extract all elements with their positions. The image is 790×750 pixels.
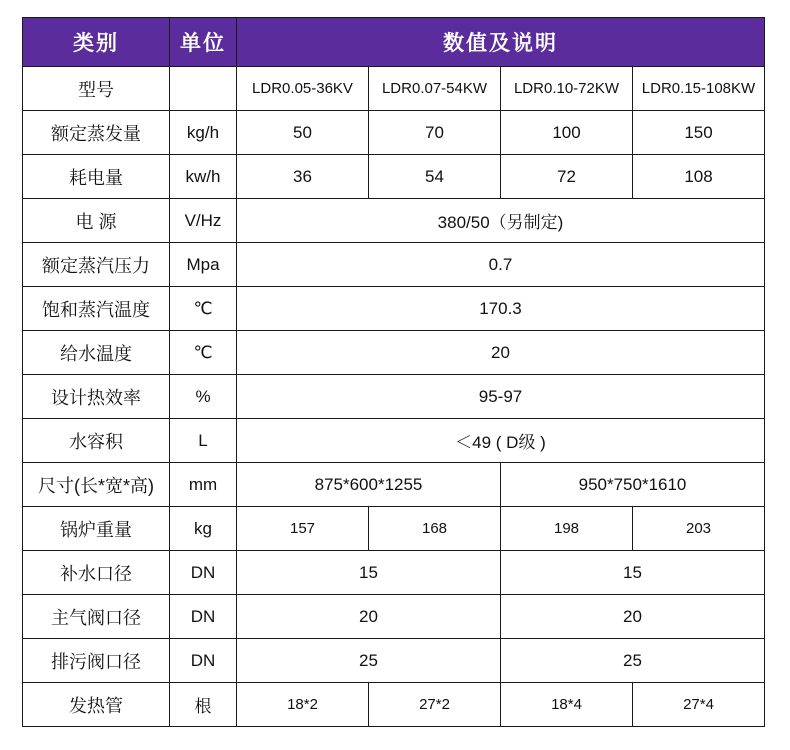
- row-label: 设计热效率: [23, 375, 170, 419]
- row-label: 发热管: [23, 683, 170, 727]
- cell-value: 950*750*1610: [501, 463, 765, 507]
- row-unit: V/Hz: [170, 199, 237, 243]
- cell-value: 100: [501, 111, 633, 155]
- cell-value: 20: [501, 595, 765, 639]
- header-category: 类别: [23, 18, 170, 67]
- row-unit: ℃: [170, 331, 237, 375]
- cell-value: LDR0.05-36KV: [237, 67, 369, 111]
- table-row: [23, 507, 765, 551]
- cell-value: 18*2: [237, 683, 369, 727]
- row-unit: DN: [170, 551, 237, 595]
- cell-value: 27*4: [633, 683, 765, 727]
- cell-value: LDR0.07-54KW: [369, 67, 501, 111]
- table-row: [23, 419, 765, 463]
- row-unit: mm: [170, 463, 237, 507]
- table-row: [23, 155, 765, 199]
- spec-table: [22, 17, 765, 727]
- row-unit: Mpa: [170, 243, 237, 287]
- cell-value: 54: [369, 155, 501, 199]
- cell-value: 15: [237, 551, 501, 595]
- cell-value: 50: [237, 111, 369, 155]
- cell-value: 95-97: [237, 375, 765, 419]
- row-unit: %: [170, 375, 237, 419]
- table-row: [23, 463, 765, 507]
- cell-value: 20: [237, 595, 501, 639]
- table-row: [23, 551, 765, 595]
- row-label: 给水温度: [23, 331, 170, 375]
- row-unit: kg/h: [170, 111, 237, 155]
- row-label: 电 源: [23, 199, 170, 243]
- cell-value: 380/50（另制定): [237, 199, 765, 243]
- spec-table-container: [22, 17, 765, 727]
- header-unit: 单位: [170, 18, 237, 67]
- cell-value: 875*600*1255: [237, 463, 501, 507]
- table-row: [23, 595, 765, 639]
- cell-value: 36: [237, 155, 369, 199]
- row-unit: L: [170, 419, 237, 463]
- row-label: 水容积: [23, 419, 170, 463]
- cell-value: 0.7: [237, 243, 765, 287]
- cell-value: 18*4: [501, 683, 633, 727]
- table-row: [23, 375, 765, 419]
- cell-value: LDR0.15-108KW: [633, 67, 765, 111]
- row-unit: kw/h: [170, 155, 237, 199]
- row-unit: DN: [170, 639, 237, 683]
- cell-value: LDR0.10-72KW: [501, 67, 633, 111]
- cell-value: 198: [501, 507, 633, 551]
- row-label: 额定蒸汽压力: [23, 243, 170, 287]
- row-unit: 根: [170, 683, 237, 727]
- header-row: [23, 18, 765, 67]
- cell-value: 168: [369, 507, 501, 551]
- header-values: 数值及说明: [237, 18, 765, 67]
- cell-value: 108: [633, 155, 765, 199]
- row-label: 耗电量: [23, 155, 170, 199]
- row-label: 饱和蒸汽温度: [23, 287, 170, 331]
- table-row: [23, 287, 765, 331]
- cell-value: 72: [501, 155, 633, 199]
- row-unit: DN: [170, 595, 237, 639]
- cell-value: ＜49 ( D级 ): [237, 419, 765, 463]
- cell-value: 20: [237, 331, 765, 375]
- row-label: 额定蒸发量: [23, 111, 170, 155]
- row-label: 型号: [23, 67, 170, 111]
- cell-value: 150: [633, 111, 765, 155]
- cell-value: 157: [237, 507, 369, 551]
- row-unit: kg: [170, 507, 237, 551]
- cell-value: 27*2: [369, 683, 501, 727]
- table-row: [23, 67, 765, 111]
- cell-value: 203: [633, 507, 765, 551]
- table-row: [23, 683, 765, 727]
- row-label: 补水口径: [23, 551, 170, 595]
- row-label: 锅炉重量: [23, 507, 170, 551]
- row-unit: [170, 67, 237, 111]
- table-row: [23, 243, 765, 287]
- table-row: [23, 639, 765, 683]
- row-label: 主气阀口径: [23, 595, 170, 639]
- cell-value: 25: [501, 639, 765, 683]
- cell-value: 25: [237, 639, 501, 683]
- table-row: [23, 331, 765, 375]
- table-row: [23, 199, 765, 243]
- cell-value: 15: [501, 551, 765, 595]
- row-label: 排污阀口径: [23, 639, 170, 683]
- table-row: [23, 111, 765, 155]
- cell-value: 170.3: [237, 287, 765, 331]
- row-label: 尺寸(长*宽*高): [23, 463, 170, 507]
- cell-value: 70: [369, 111, 501, 155]
- row-unit: ℃: [170, 287, 237, 331]
